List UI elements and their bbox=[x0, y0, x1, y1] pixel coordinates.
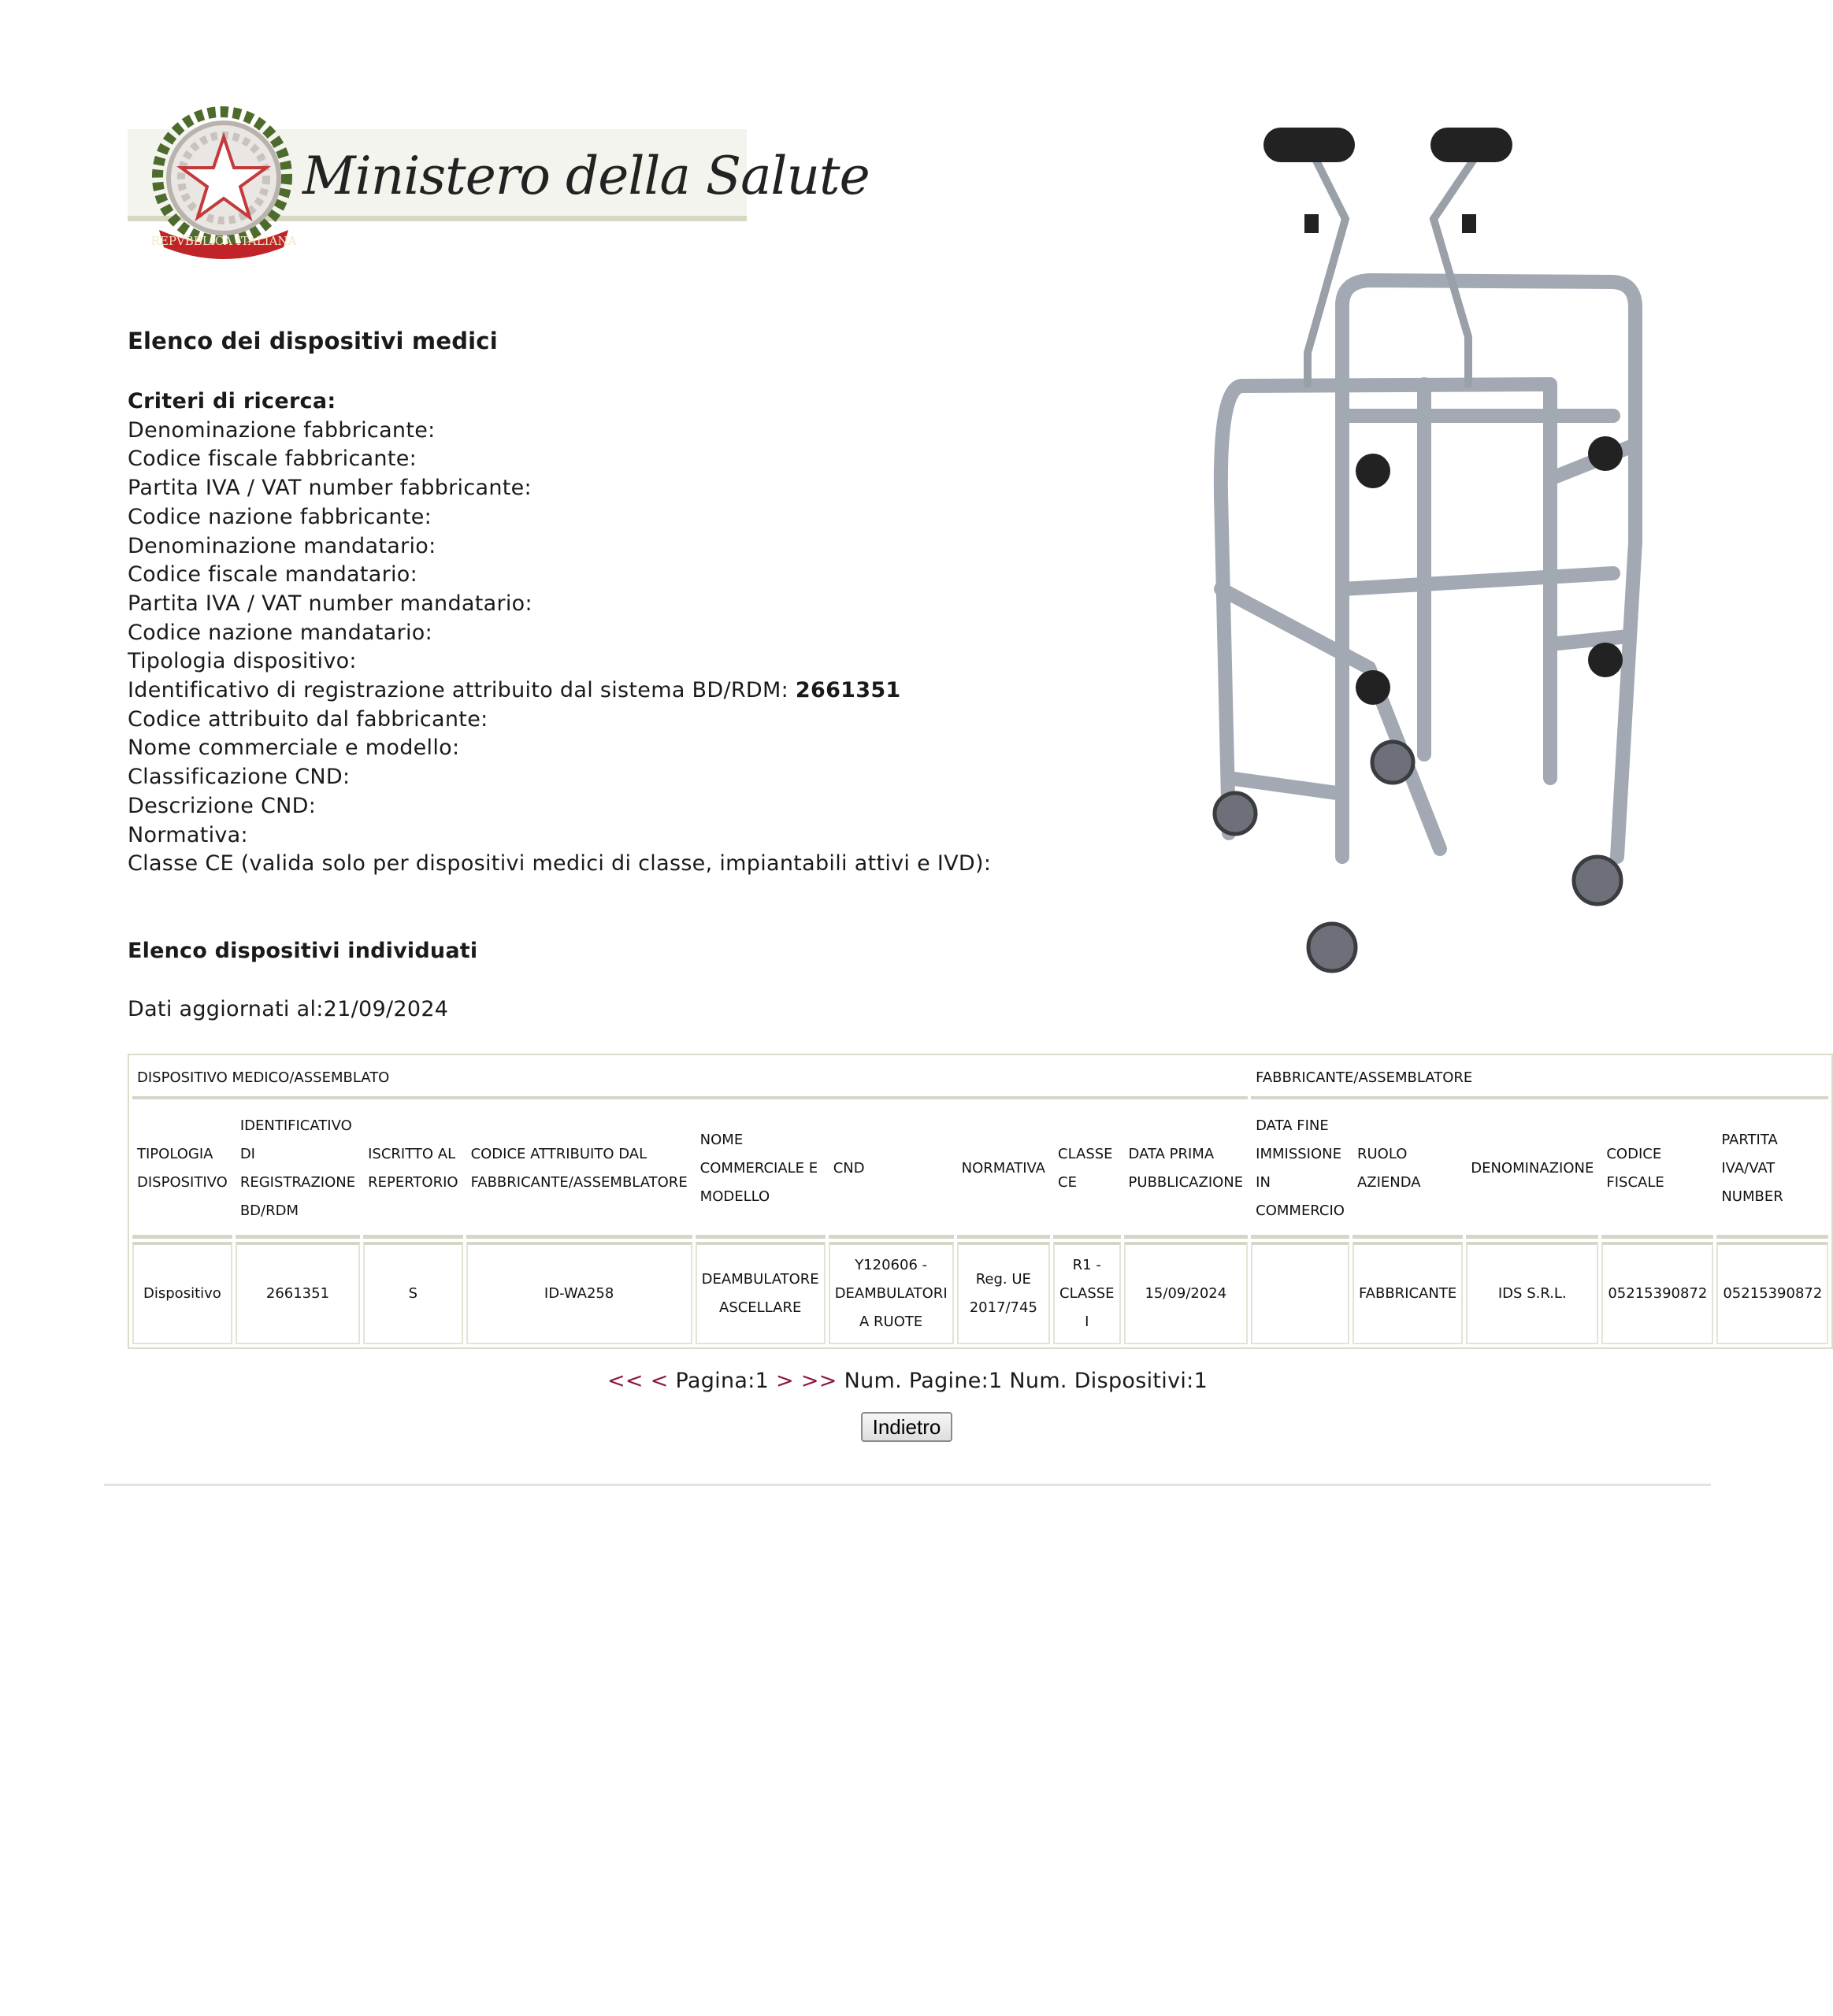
col-tipologia: TIPOLOGIA DISPOSITIVO bbox=[132, 1102, 232, 1239]
logo-text: Ministero della Salute bbox=[302, 146, 870, 206]
criteria-item: Partita IVA / VAT number fabbricante: bbox=[128, 476, 532, 501]
col-cnd: CND bbox=[829, 1102, 954, 1239]
col-data-fine-immissione: DATA FINE IMMISSIONE IN COMMERCIO bbox=[1251, 1102, 1349, 1239]
cell-codice-fiscale: 05215390872 bbox=[1601, 1242, 1713, 1344]
registration-id-value: 2661351 bbox=[795, 678, 901, 703]
page-label: Pagina: bbox=[675, 1369, 755, 1393]
cell-denominazione: IDS S.R.L. bbox=[1466, 1242, 1598, 1344]
updated-date: 21/09/2024 bbox=[323, 997, 449, 1021]
footer-divider bbox=[104, 1484, 1711, 1486]
cell-ruolo-azienda: FABBRICANTE bbox=[1352, 1242, 1463, 1344]
search-criteria bbox=[128, 387, 991, 879]
pages-label: Num. Pagine: bbox=[844, 1369, 989, 1393]
pagination bbox=[0, 1369, 1815, 1393]
criteria-item: Normativa: bbox=[128, 822, 248, 847]
page-number: 1 bbox=[755, 1369, 770, 1393]
last-page-link[interactable]: >> bbox=[800, 1369, 837, 1393]
col-iscritto: ISCRITTO AL REPERTORIO bbox=[363, 1102, 462, 1239]
devices-label: Num. Dispositivi: bbox=[1009, 1369, 1194, 1393]
criteria-title: Criteri di ricerca: bbox=[128, 389, 336, 413]
col-ruolo-azienda: RUOLO AZIENDA bbox=[1352, 1102, 1463, 1239]
pages-count: 1 bbox=[989, 1369, 1003, 1393]
group-header-row bbox=[132, 1058, 1828, 1099]
emblem-text: REPVBBLICA ITALIANA bbox=[150, 234, 297, 248]
results-table bbox=[128, 1054, 1833, 1349]
criteria-item: Nome commerciale e modello: bbox=[128, 736, 460, 761]
col-denominazione: DENOMINAZIONE bbox=[1466, 1102, 1598, 1239]
criteria-item: Denominazione mandatario: bbox=[128, 533, 436, 558]
cell-data-fine-immissione bbox=[1251, 1242, 1349, 1344]
devices-count: 1 bbox=[1193, 1369, 1208, 1393]
group-header-device: DISPOSITIVO MEDICO/ASSEMBLATO bbox=[132, 1058, 1248, 1099]
criteria-item: Tipologia dispositivo: bbox=[128, 649, 357, 674]
col-normativa: NORMATIVA bbox=[957, 1102, 1050, 1239]
col-codice-attribuito: CODICE ATTRIBUITO DAL FABBRICANTE/ASSEMBLATORE bbox=[466, 1102, 692, 1239]
criteria-item: Codice attribuito dal fabbricante: bbox=[128, 706, 488, 732]
criteria-item: Codice fiscale mandatario: bbox=[128, 562, 418, 587]
next-page-link[interactable]: > bbox=[776, 1369, 794, 1393]
cell-partita-iva: 05215390872 bbox=[1716, 1242, 1828, 1344]
col-partita-iva: PARTITA IVA/VAT NUMBER bbox=[1716, 1102, 1828, 1239]
cell-classe-ce: R1 - CLASSE I bbox=[1053, 1242, 1121, 1344]
cell-identificativo: 2661351 bbox=[236, 1242, 360, 1344]
col-nome-commerciale: NOME COMMERCIALE E MODELLO bbox=[696, 1102, 826, 1239]
col-data-prima-pubblicazione: DATA PRIMA PUBBLICAZIONE bbox=[1124, 1102, 1249, 1239]
criteria-item: Codice fiscale fabbricante: bbox=[128, 447, 417, 472]
cell-normativa: Reg. UE 2017/745 bbox=[957, 1242, 1050, 1344]
column-header-row bbox=[132, 1102, 1828, 1239]
prev-page-link[interactable]: < bbox=[650, 1369, 669, 1393]
col-classe-ce: CLASSE CE bbox=[1053, 1102, 1121, 1239]
first-page-link[interactable]: << bbox=[607, 1369, 644, 1393]
walker-image bbox=[1109, 101, 1676, 1006]
page-title: Elenco dei dispositivi medici bbox=[128, 328, 498, 354]
col-codice-fiscale: CODICE FISCALE bbox=[1601, 1102, 1713, 1239]
group-header-manufacturer: FABBRICANTE/ASSEMBLATORE bbox=[1251, 1058, 1828, 1099]
results-table-wrapper bbox=[128, 1054, 1823, 1349]
table-row bbox=[132, 1242, 1828, 1344]
criteria-item: Descrizione CND: bbox=[128, 793, 317, 818]
criteria-item: Codice nazione fabbricante: bbox=[128, 504, 432, 529]
results-title: Elenco dispositivi individuati bbox=[128, 939, 478, 963]
cell-tipologia: Dispositivo bbox=[132, 1242, 232, 1344]
criteria-item: Codice nazione mandatario: bbox=[128, 620, 432, 645]
cell-cnd: Y120606 - DEAMBULATORI A RUOTE bbox=[829, 1242, 954, 1344]
data-updated: Dati aggiornati al:21/09/2024 bbox=[128, 997, 449, 1021]
cell-iscritto: S bbox=[363, 1242, 462, 1344]
cell-codice-attribuito: ID-WA258 bbox=[466, 1242, 692, 1344]
criteria-item: Classe CE (valida solo per dispositivi medici di classe, impiantabili attivi e IVD): bbox=[128, 851, 992, 876]
criteria-item: Identificativo di registrazione attribuito dal sistema BD/RDM: 2661351 bbox=[128, 678, 901, 703]
criteria-item: Denominazione fabbricante: bbox=[128, 417, 436, 443]
cell-nome-commerciale: DEAMBULATORE ASCELLARE bbox=[696, 1242, 826, 1344]
ministero-logo bbox=[128, 101, 870, 263]
cell-data-prima-pubblicazione: 15/09/2024 bbox=[1124, 1242, 1249, 1344]
criteria-item: Partita IVA / VAT number mandatario: bbox=[128, 591, 532, 616]
col-identificativo: IDENTIFICATIVO DI REGISTRAZIONE BD/RDM bbox=[236, 1102, 360, 1239]
back-button[interactable]: Indietro bbox=[861, 1412, 952, 1442]
criteria-item: Classificazione CND: bbox=[128, 765, 351, 790]
